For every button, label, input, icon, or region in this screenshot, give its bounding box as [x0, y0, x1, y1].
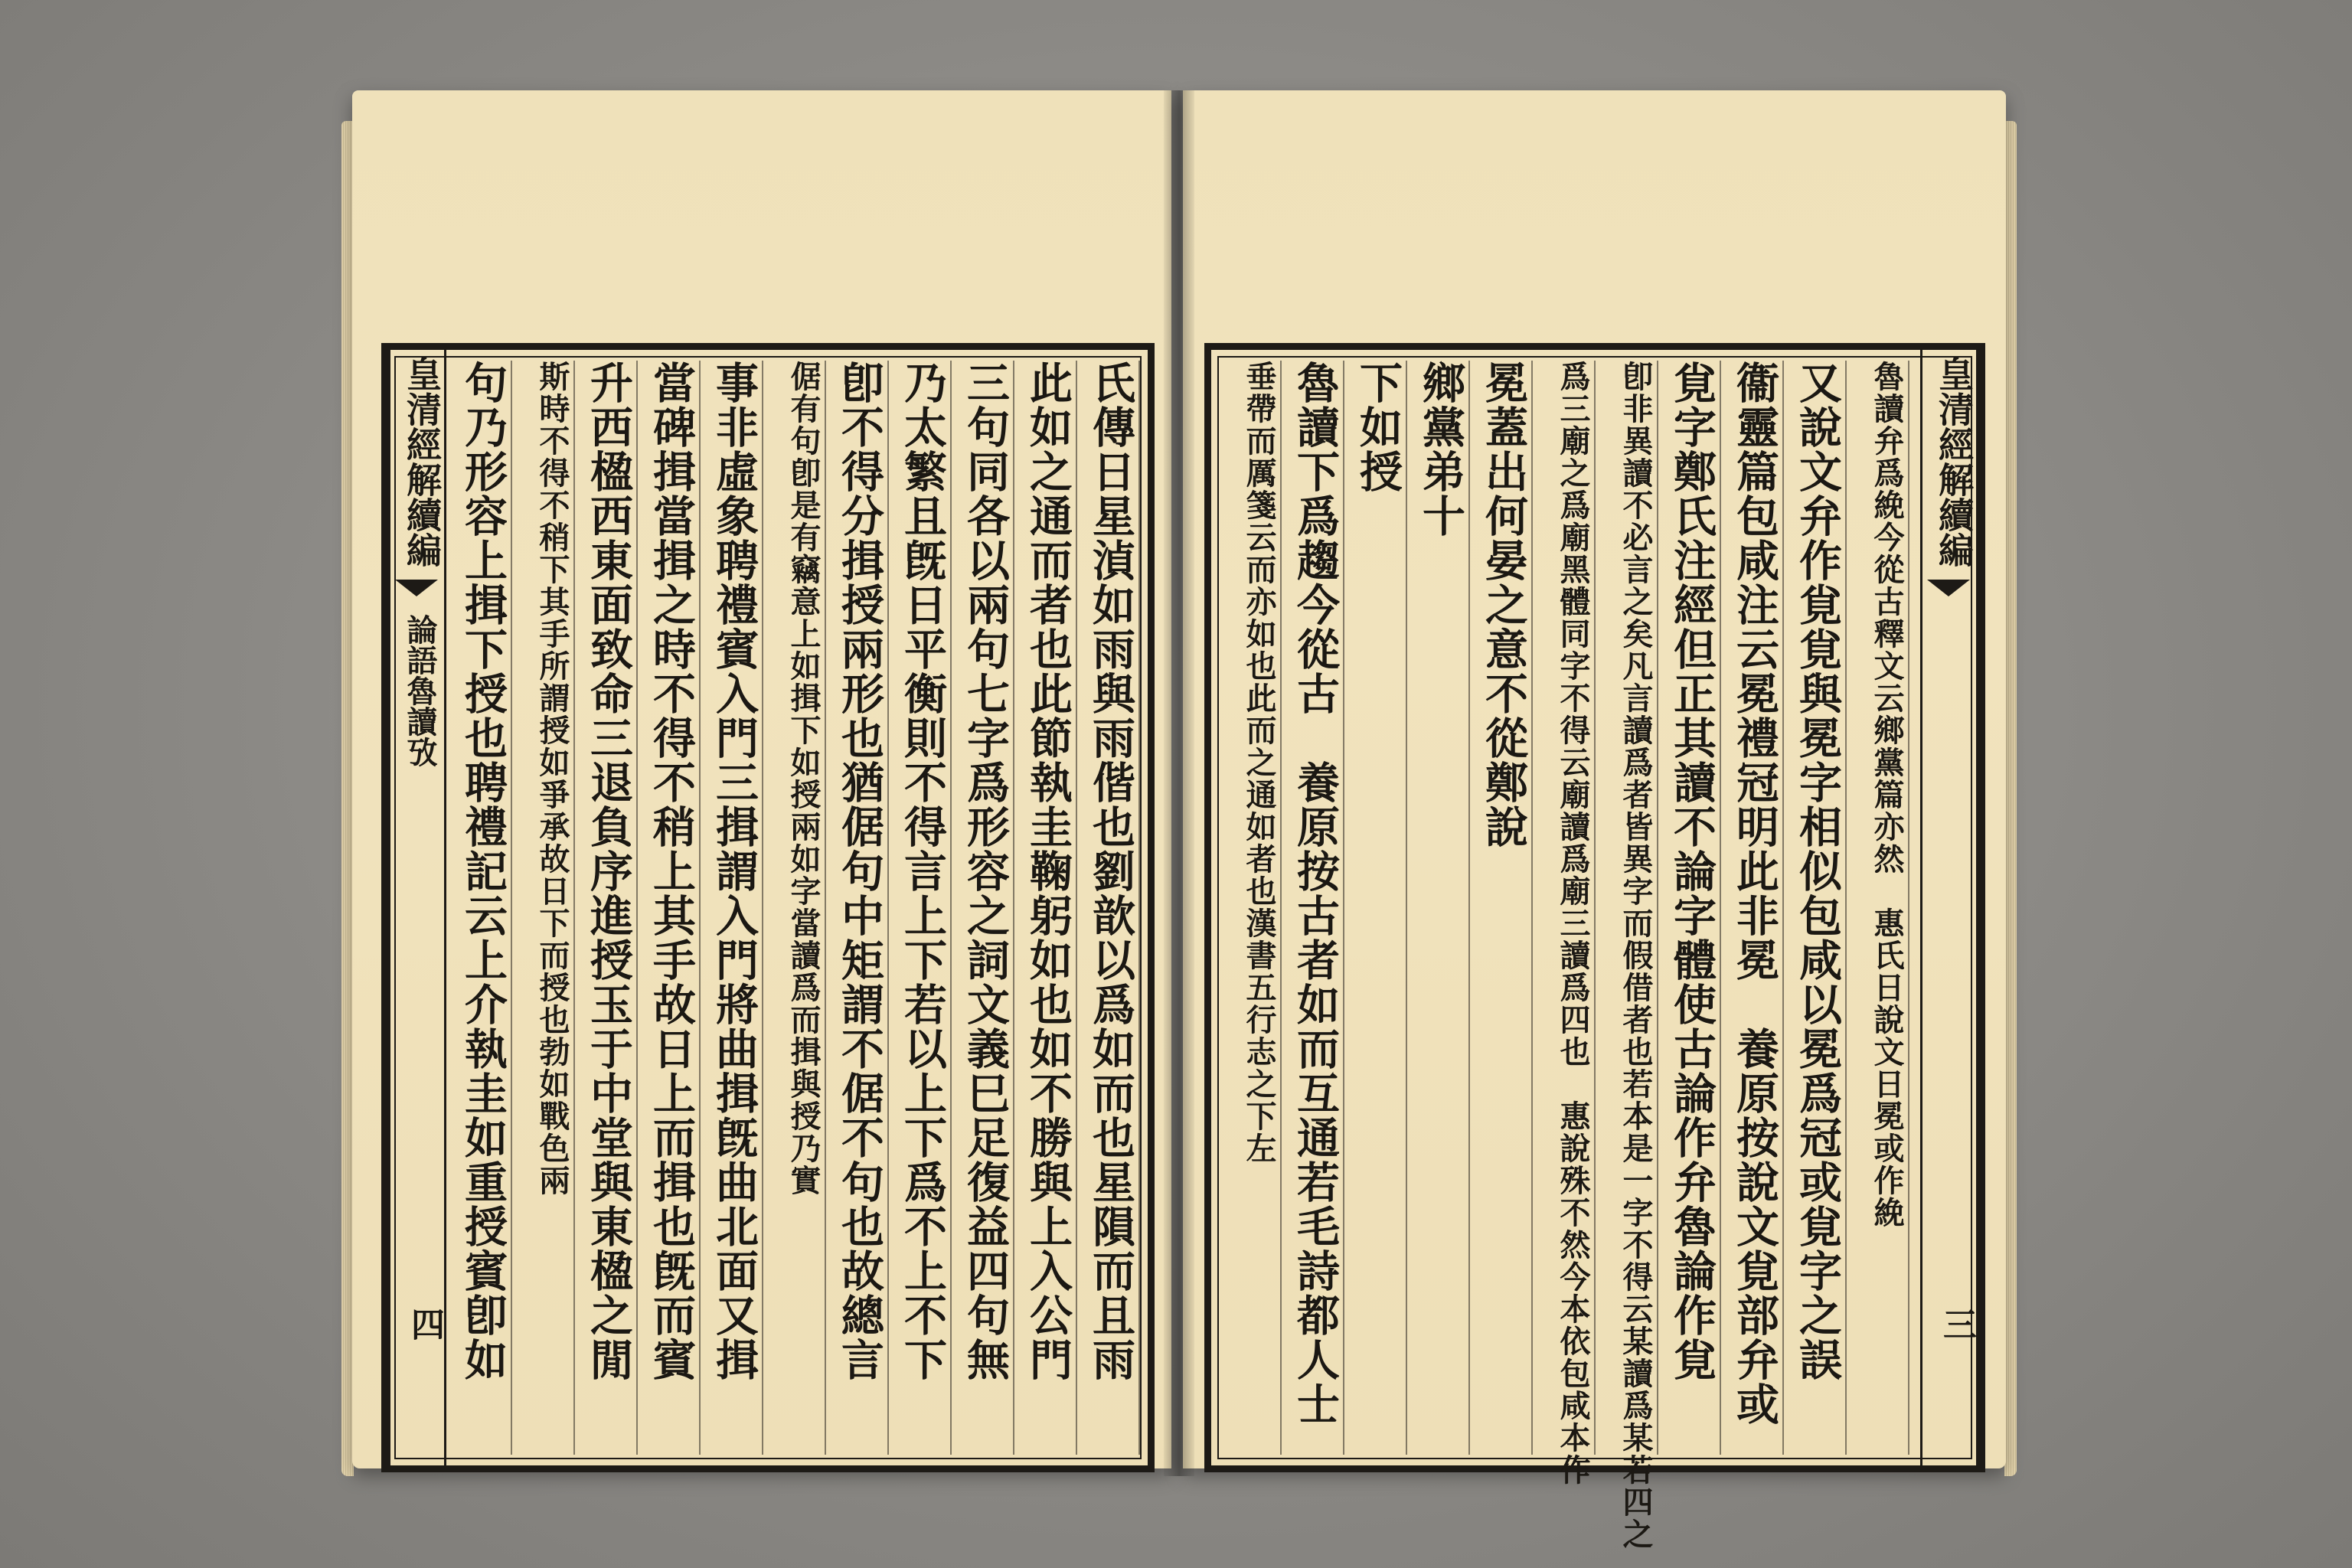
book-gutter — [1164, 90, 1194, 1476]
column-rule — [1594, 361, 1596, 1455]
column-rule — [887, 361, 889, 1455]
fish-tail-mark — [395, 580, 438, 596]
text-column: 魯讀下爲趨今從古 養原按古者如而互通若毛詩都人士 — [1290, 361, 1341, 1426]
open-book — [352, 90, 2006, 1550]
text-column: 鄉黨弟十 — [1416, 361, 1466, 538]
column-rule — [1720, 361, 1721, 1455]
right-page-frame — [1204, 343, 1985, 1550]
text-column: 爲三廟之爲廟黑體同字不得云廟讀爲廟三讀爲四也 惠說殊不然今本依包咸本作 — [1555, 361, 1591, 1486]
text-column: 又說文弁作覍覍與冕字相似包咸以冕爲冠或覍字之誤 — [1792, 361, 1843, 1382]
column-rule — [1845, 361, 1847, 1455]
column-rule — [1406, 361, 1407, 1455]
left-page — [352, 90, 1171, 1468]
fish-tail-mark — [1927, 580, 1970, 596]
text-column: 氏傳日星湞如雨與雨偕也劉歆以爲如而也星隕而且雨 — [1086, 361, 1136, 1382]
page-edges-right — [2004, 121, 2017, 1476]
text-column: 魯讀弁爲絻今從古釋文云鄉黨篇亦然 惠氏日說文日冕或作絻 — [1869, 361, 1905, 1229]
text-column: 卽非異讀不必言之矣凡言讀爲者皆異字而假借者也若本是一字不得云某讀爲某若四之 — [1618, 361, 1654, 1550]
text-column: 斯時不得不稍下其手所謂授如爭承故日下而授也勃如戰色兩 — [534, 361, 570, 1197]
column-rule — [699, 361, 701, 1455]
column-rule — [1908, 361, 1909, 1455]
right-page-number: 三 — [1937, 1307, 1976, 1341]
text-column: 冕蓋出何晏之意不從鄭說 — [1478, 361, 1529, 849]
column-rule — [1013, 361, 1014, 1455]
right-spine-column — [1920, 350, 1978, 1465]
text-column: 倨有句卽是有竊意上如揖下如授兩如字當讀爲而揖與授乃實 — [786, 361, 822, 1197]
column-rule — [762, 361, 763, 1455]
column-rule — [1782, 361, 1784, 1455]
text-column: 此如之通而者也此節執圭鞠躬如也如不勝與上入公門 — [1023, 361, 1073, 1382]
column-rule — [573, 361, 575, 1455]
right-spine-title: 皇清經解續編 — [1933, 356, 1975, 567]
left-spine-column — [388, 350, 446, 1465]
column-rule — [950, 361, 952, 1455]
left-spine-title: 皇清經解續編 — [401, 356, 443, 567]
column-rule — [1138, 361, 1140, 1455]
text-column: 句乃形容上揖下授也聘禮記云上介執圭如重授賓卽如 — [458, 361, 508, 1382]
column-rule — [1468, 361, 1470, 1455]
column-rule — [1076, 361, 1077, 1455]
text-column: 升西楹西東面致命三退負序進授玉于中堂與東楹之閒 — [583, 361, 634, 1382]
column-rule — [825, 361, 826, 1455]
text-column: 下如授 — [1353, 361, 1403, 494]
column-rule — [1343, 361, 1344, 1455]
column-rule — [511, 361, 512, 1455]
text-column: 乃太繁且旣日平衡則不得言上下若以上下爲不上不下 — [897, 361, 948, 1382]
column-rule — [636, 361, 638, 1455]
text-column: 垂帶而厲箋云而亦如也此而之通如者也漢書五行志之下左 — [1241, 361, 1277, 1165]
left-page-number: 四 — [405, 1307, 444, 1341]
column-rule — [1280, 361, 1282, 1455]
text-column: 當碑揖當揖之時不得不稍上其手故日上而揖也旣而賓 — [646, 361, 697, 1382]
text-column: 三句同各以兩句七字爲形容之詞文義巳足復益四句無 — [960, 361, 1011, 1382]
text-column: 衞靈篇包咸注云冕禮冠明此非冕 養原按說文覍部弁或 — [1730, 361, 1780, 1426]
text-column: 覍字鄭氏注經但正其讀不論字體使古論作弁魯論作覍 — [1667, 361, 1717, 1382]
column-rule — [1657, 361, 1658, 1455]
column-rule — [1531, 361, 1533, 1455]
left-page-frame — [381, 343, 1155, 1472]
right-page — [1183, 90, 2006, 1550]
text-column: 事非虛象聘禮賓入門三揖謂入門將曲揖旣曲北面又揖 — [709, 361, 760, 1382]
left-spine-section: 論語魯讀攷 — [402, 614, 438, 767]
text-column: 卽不得分揖授兩形也猶倨句中矩謂不倨不句也故總言 — [835, 361, 885, 1382]
